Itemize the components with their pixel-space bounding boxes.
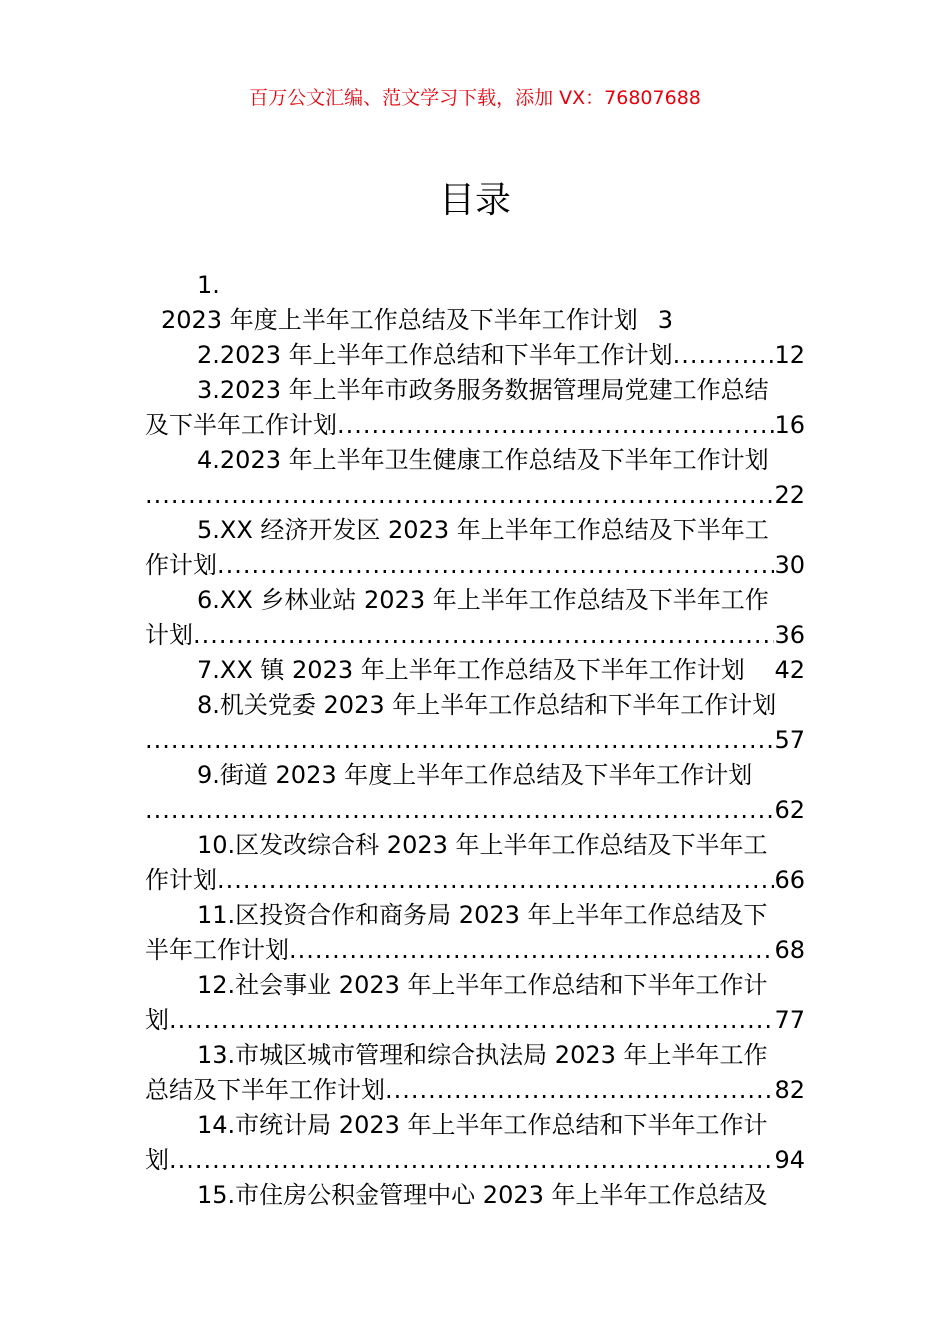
leader-dots bbox=[193, 618, 774, 653]
leader-dots bbox=[289, 933, 774, 968]
toc-entry-title-continued: 及下半年工作计划 bbox=[145, 411, 337, 439]
toc-entry-title: 10.区发改综合科 2023 年上半年工作总结及下半年工 bbox=[197, 831, 768, 859]
leader-dots bbox=[145, 723, 774, 758]
toc-entry-title: 11.区投资合作和商务局 2023 年上半年工作总结及下 bbox=[197, 901, 768, 929]
toc-entry-10-continued[interactable] bbox=[145, 863, 805, 898]
leader-dots bbox=[145, 793, 774, 828]
toc-entry-title-continued: 作计划 bbox=[145, 866, 217, 894]
toc-page-number: 62 bbox=[774, 796, 805, 824]
toc-entry-title: 6.XX 乡林业站 2023 年上半年工作总结及下半年工作 bbox=[197, 586, 769, 614]
toc-entry-13-continued[interactable] bbox=[145, 1073, 805, 1108]
toc-entry-title: 2.2023 年上半年工作总结和下半年工作计划 bbox=[197, 341, 673, 369]
toc-entry-title-continued: 半年工作计划 bbox=[145, 936, 289, 964]
toc-entry-1-number[interactable] bbox=[145, 268, 805, 303]
toc-entry-title-continued: 作计划 bbox=[145, 551, 217, 579]
toc-page-number: 12 bbox=[774, 341, 805, 369]
toc-page-number: 30 bbox=[774, 551, 805, 579]
toc-entry-5-continued[interactable] bbox=[145, 548, 805, 583]
toc-entry-title-continued: 总结及下半年工作计划 bbox=[145, 1076, 385, 1104]
leader-dots bbox=[217, 863, 774, 898]
toc-entry-4[interactable] bbox=[145, 443, 805, 478]
toc-entry-2[interactable] bbox=[145, 338, 805, 373]
toc-entry-title: 3.2023 年上半年市政务服务数据管理局党建工作总结 bbox=[197, 376, 769, 404]
toc-entry-8-continued[interactable] bbox=[145, 723, 805, 758]
toc-entry-title: 13.市城区城市管理和综合执法局 2023 年上半年工作 bbox=[197, 1041, 768, 1069]
toc-entry-title: 15.市住房公积金管理中心 2023 年上半年工作总结及 bbox=[197, 1181, 768, 1209]
toc-entry-14[interactable] bbox=[145, 1108, 805, 1143]
page-title: 目录 bbox=[438, 180, 511, 221]
toc-entry-title: 4.2023 年上半年卫生健康工作总结及下半年工作计划 bbox=[197, 446, 769, 474]
toc-entry-6-continued[interactable] bbox=[145, 618, 805, 653]
toc-entry-11[interactable] bbox=[145, 898, 805, 933]
toc-entry-title: 7.XX 镇 2023 年上半年工作总结及下半年工作计划 bbox=[197, 656, 745, 684]
toc-entry-7[interactable] bbox=[145, 653, 805, 688]
leader-dots bbox=[169, 1143, 774, 1178]
toc-page-number: 3 bbox=[657, 306, 673, 334]
toc-page-number: 16 bbox=[774, 411, 805, 439]
leader-dots bbox=[385, 1073, 774, 1108]
toc-entry-6[interactable] bbox=[145, 583, 805, 618]
toc-entry-4-continued[interactable] bbox=[145, 478, 805, 513]
leader-dots bbox=[217, 548, 774, 583]
toc-page-number: 68 bbox=[774, 936, 805, 964]
toc-entry-15[interactable] bbox=[145, 1178, 805, 1213]
leader-dots bbox=[673, 338, 775, 373]
toc-entry-title: 9.街道 2023 年度上半年工作总结及下半年工作计划 bbox=[197, 761, 753, 789]
toc-entry-14-continued[interactable] bbox=[145, 1143, 805, 1178]
toc-page-number: 82 bbox=[774, 1076, 805, 1104]
table-of-contents bbox=[145, 268, 805, 1213]
toc-entry-title-continued: 划 bbox=[145, 1146, 169, 1174]
toc-entry-title-continued: 划 bbox=[145, 1006, 169, 1034]
toc-entry-1[interactable] bbox=[145, 303, 805, 338]
toc-entry-title: 8.机关党委 2023 年上半年工作总结和下半年工作计划 bbox=[197, 691, 777, 719]
leader-dots bbox=[145, 478, 774, 513]
toc-entry-5[interactable] bbox=[145, 513, 805, 548]
download-banner: 百万公文汇编、范文学习下载，添加 VX：76807688 bbox=[249, 87, 701, 109]
toc-entry-12[interactable] bbox=[145, 968, 805, 1003]
toc-entry-number: 1. bbox=[197, 271, 220, 299]
toc-entry-10[interactable] bbox=[145, 828, 805, 863]
toc-entry-title: 14.市统计局 2023 年上半年工作总结和下半年工作计 bbox=[197, 1111, 768, 1139]
toc-page-number: 22 bbox=[774, 481, 805, 509]
toc-entry-title: 12.社会事业 2023 年上半年工作总结和下半年工作计 bbox=[197, 971, 768, 999]
toc-page-number: 77 bbox=[774, 1006, 805, 1034]
toc-entry-3[interactable] bbox=[145, 373, 805, 408]
toc-entry-3-continued[interactable] bbox=[145, 408, 805, 443]
toc-entry-9-continued[interactable] bbox=[145, 793, 805, 828]
toc-entry-title: 5.XX 经济开发区 2023 年上半年工作总结及下半年工 bbox=[197, 516, 769, 544]
toc-page-number: 94 bbox=[774, 1146, 805, 1174]
toc-entry-8[interactable] bbox=[145, 688, 805, 723]
toc-page-number: 66 bbox=[774, 866, 805, 894]
toc-entry-12-continued[interactable] bbox=[145, 1003, 805, 1038]
toc-entry-13[interactable] bbox=[145, 1038, 805, 1073]
toc-entry-9[interactable] bbox=[145, 758, 805, 793]
toc-entry-title: 2023 年度上半年工作总结及下半年工作计划 bbox=[161, 306, 638, 334]
toc-entry-title-continued: 计划 bbox=[145, 621, 193, 649]
leader-dots bbox=[169, 1003, 774, 1038]
toc-page-number: 57 bbox=[774, 726, 805, 754]
toc-entry-11-continued[interactable] bbox=[145, 933, 805, 968]
leader-dots bbox=[337, 408, 774, 443]
toc-page-number: 36 bbox=[774, 621, 805, 649]
toc-page-number: 42 bbox=[774, 656, 805, 684]
